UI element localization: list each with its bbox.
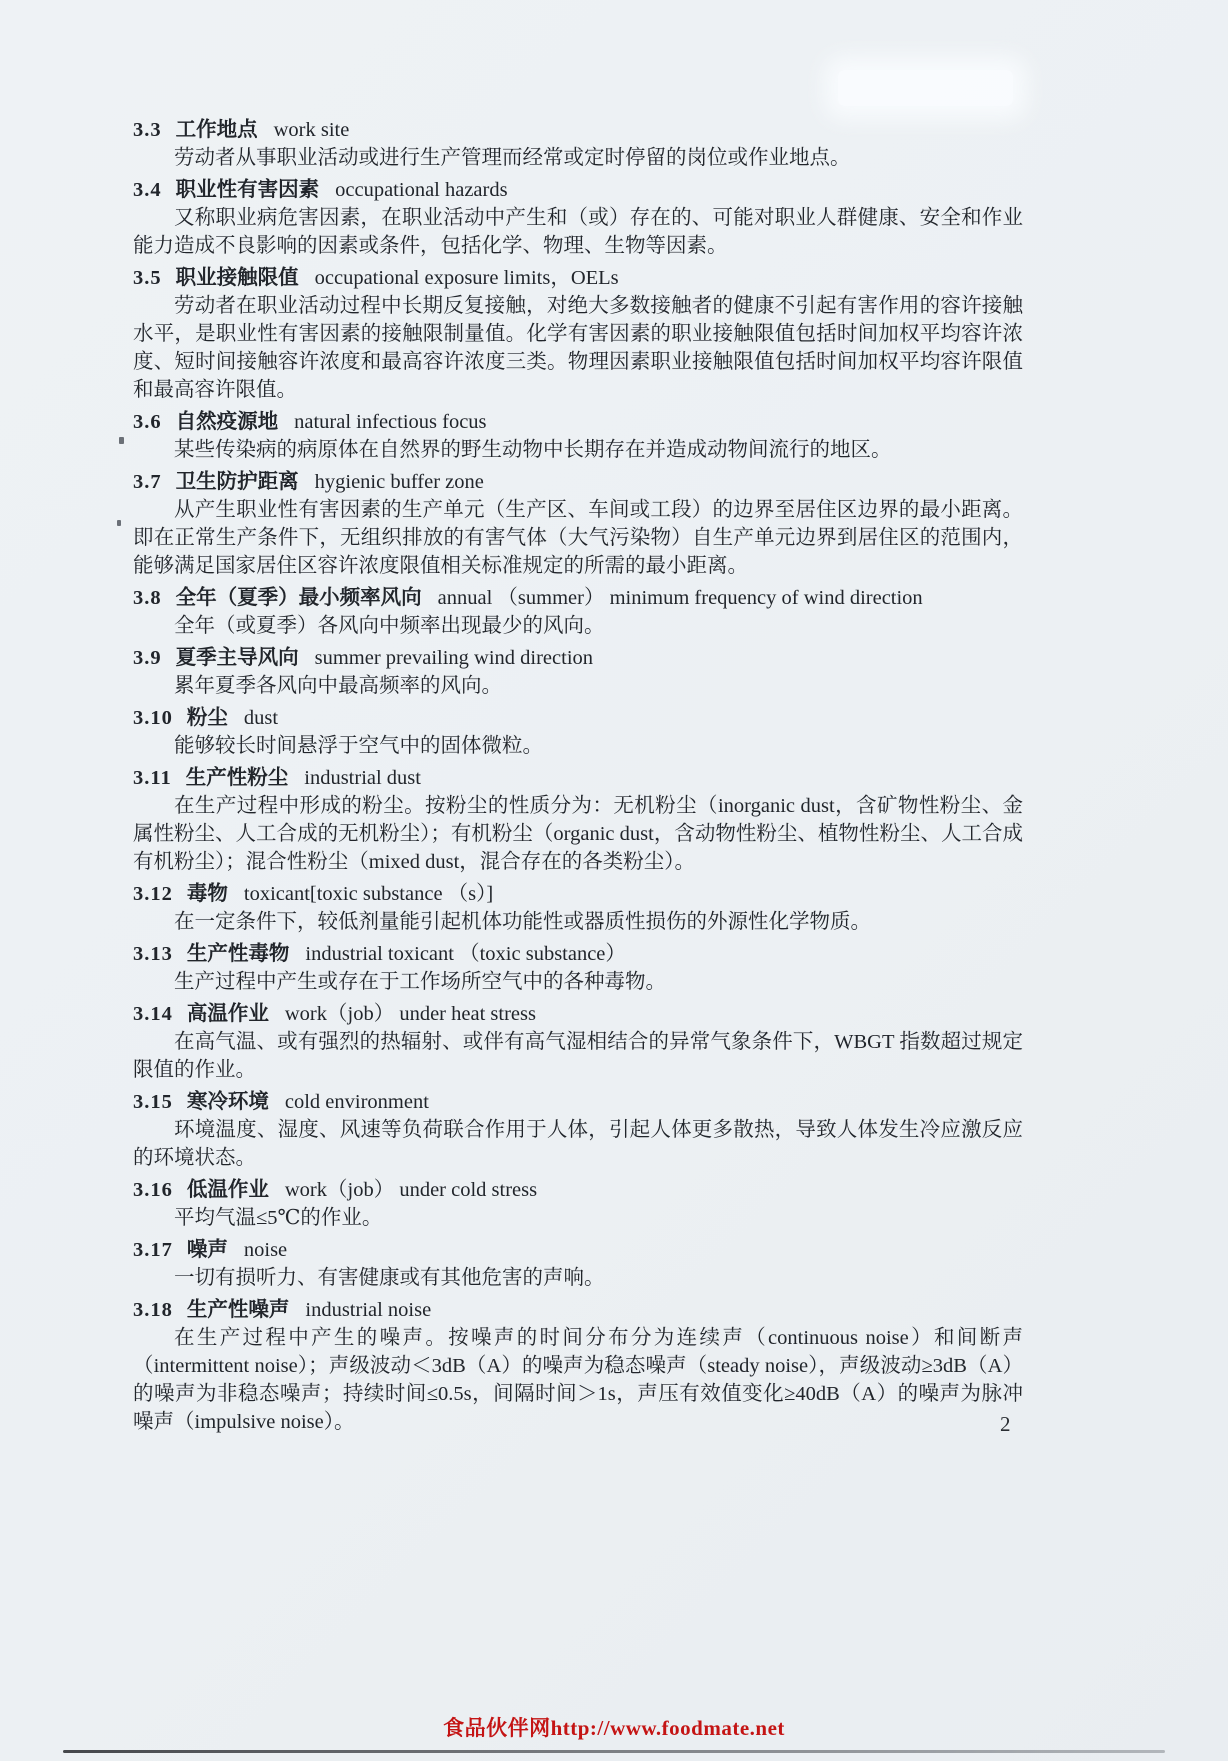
- term-english: annual （summer） minimum frequency of wind direction: [437, 587, 923, 609]
- term-definition: 能够较长时间悬浮于空气中的固体微粒。: [174, 735, 543, 757]
- term-number: 3.12: [133, 883, 173, 905]
- term-number: 3.3: [133, 119, 162, 141]
- term-english: hygienic buffer zone: [314, 471, 484, 493]
- term-section: [133, 703, 1023, 760]
- scan-speck: [117, 520, 121, 526]
- term-heading: [133, 1295, 1023, 1324]
- term-definition: 劳动者在职业活动过程中长期反复接触，对绝大多数接触者的健康不引起有害作用的容许接触水平，是职业性有害因素的接触限制量值。化学有害因素的职业接触限值包括时间加权平均容许浓度、短时间接触容许浓度和最高容许浓度三类。物理因素职业接触限值包括时间加权平均容许限值和最高容许限值。: [133, 295, 1023, 401]
- term-section: [133, 175, 1023, 260]
- term-chinese: 职业接触限值: [175, 265, 299, 289]
- term-english: industrial noise: [305, 1299, 432, 1321]
- term-chinese: 寒冷环境: [186, 1089, 269, 1113]
- term-english: work site: [273, 119, 350, 141]
- term-number: 3.16: [133, 1179, 173, 1201]
- scan-edge-line: [63, 1750, 1165, 1753]
- term-heading: [133, 879, 1023, 908]
- term-section: [133, 643, 1023, 700]
- term-definition: 环境温度、湿度、风速等负荷联合作用于人体，引起人体更多散热，导致人体发生冷应激反应的环境状态。: [133, 1119, 1023, 1169]
- term-definition: 劳动者从事职业活动或进行生产管理而经常或定时停留的岗位或作业地点。: [174, 147, 851, 169]
- term-section: [133, 583, 1023, 640]
- term-english: dust: [243, 707, 279, 729]
- term-chinese: 生产性毒物: [186, 941, 290, 965]
- term-chinese: 粉尘: [186, 705, 228, 729]
- term-definition: 生产过程中产生或存在于工作场所空气中的各种毒物。: [174, 971, 666, 993]
- term-definition: 在一定条件下，较低剂量能引起机体功能性或器质性损伤的外源性化学物质。: [174, 911, 871, 933]
- term-chinese: 自然疫源地: [175, 409, 279, 433]
- term-number: 3.11: [133, 767, 172, 789]
- scan-speck: [119, 437, 124, 444]
- term-section: [133, 999, 1023, 1084]
- term-number: 3.9: [133, 647, 162, 669]
- term-section: [133, 1087, 1023, 1172]
- term-section: [133, 115, 1023, 172]
- term-definition: 某些传染病的病原体在自然界的野生动物中长期存在并造成动物间流行的地区。: [174, 439, 892, 461]
- term-heading: [133, 643, 1023, 672]
- term-heading: [133, 583, 1023, 612]
- term-heading: [133, 467, 1023, 496]
- term-number: 3.14: [133, 1003, 173, 1025]
- term-english: industrial toxicant （toxic substance）: [305, 943, 626, 965]
- term-number: 3.7: [133, 471, 162, 493]
- term-chinese: 职业性有害因素: [175, 177, 320, 201]
- scan-glare-artifact: [838, 70, 1013, 106]
- term-definition: 一切有损听力、有害健康或有其他危害的声响。: [174, 1267, 605, 1289]
- term-chinese: 夏季主导风向: [175, 645, 299, 669]
- term-section: [133, 879, 1023, 936]
- term-number: 3.6: [133, 411, 162, 433]
- term-chinese: 高温作业: [186, 1001, 269, 1025]
- term-definition: 从产生职业性有害因素的生产单元（生产区、车间或工段）的边界至居住区边界的最小距离。即在正常生产条件下，无组织排放的有害气体（大气污染物）自生产单元边界到居住区的范围内，能够满足国家居住区容许浓度限值相关标准规定的所需的最小距离。: [133, 499, 1023, 577]
- term-section: [133, 263, 1023, 404]
- term-definition: 又称职业病危害因素，在职业活动中产生和（或）存在的、可能对职业人群健康、安全和作业能力造成不良影响的因素或条件，包括化学、物理、生物等因素。: [133, 207, 1023, 257]
- term-chinese: 工作地点: [175, 117, 258, 141]
- term-section: [133, 1295, 1023, 1436]
- term-english: noise: [243, 1239, 288, 1261]
- term-heading: [133, 175, 1023, 204]
- term-number: 3.17: [133, 1239, 173, 1261]
- term-definition: 全年（或夏季）各风向中频率出现最少的风向。: [174, 615, 605, 637]
- term-english: cold environment: [284, 1091, 429, 1113]
- term-heading: [133, 115, 1023, 144]
- term-english: occupational hazards: [335, 179, 508, 201]
- term-section: [133, 1175, 1023, 1232]
- term-english: work（job） under cold stress: [284, 1179, 538, 1201]
- term-definition: 在高气温、或有强烈的热辐射、或伴有高气湿相结合的异常气象条件下，WBGT 指数超过规定限值的作业。: [133, 1031, 1023, 1081]
- term-number: 3.10: [133, 707, 173, 729]
- term-english: industrial dust: [304, 767, 421, 789]
- term-definition: 在生产过程中产生的噪声。按噪声的时间分布分为连续声（continuous noise）和间断声（intermittent noise）；声级波动＜3dB（A）的噪声为稳态噪声（steady noise），声级波动≥3dB（A）的噪声为非稳态噪声；持续时间≤0.5s，间隔时间＞1s，声压有效值变化≥40dB（A）的噪声为脉冲噪声（impulsive noise）。: [133, 1327, 1023, 1433]
- term-definition: 累年夏季各风向中最高频率的风向。: [174, 675, 502, 697]
- term-section: [133, 763, 1023, 876]
- term-section: [133, 1235, 1023, 1292]
- term-heading: [133, 999, 1023, 1028]
- term-chinese: 低温作业: [186, 1177, 269, 1201]
- term-english: work（job） under heat stress: [284, 1003, 536, 1025]
- term-number: 3.13: [133, 943, 173, 965]
- term-chinese: 全年（夏季）最小频率风向: [175, 585, 422, 609]
- page-number: 2: [1000, 1412, 1011, 1436]
- term-heading: [133, 763, 1023, 792]
- term-english: summer prevailing wind direction: [314, 647, 594, 669]
- term-english: toxicant[toxic substance （s）]: [243, 883, 494, 905]
- term-definition: 在生产过程中形成的粉尘。按粉尘的性质分为：无机粉尘（inorganic dust，含矿物性粉尘、金属性粉尘、人工合成的无机粉尘）；有机粉尘（organic dust，含动物性粉尘、植物性粉尘、人工合成有机粉尘）；混合性粉尘（mixed dust，混合存在的各类粉尘）。: [133, 795, 1023, 873]
- term-section: [133, 407, 1023, 464]
- term-english: natural infectious focus: [294, 411, 487, 433]
- term-number: 3.5: [133, 267, 162, 289]
- term-heading: [133, 263, 1023, 292]
- term-section: [133, 467, 1023, 580]
- footer-watermark: 食品伙伴网http://www.foodmate.net: [443, 1716, 785, 1740]
- term-english: occupational exposure limits，OELs: [314, 267, 619, 289]
- term-number: 3.8: [133, 587, 162, 609]
- term-number: 3.15: [133, 1091, 173, 1113]
- term-chinese: 噪声: [186, 1237, 228, 1261]
- term-chinese: 卫生防护距离: [175, 469, 299, 493]
- term-heading: [133, 1175, 1023, 1204]
- terms-list: [133, 112, 1023, 1436]
- term-number: 3.4: [133, 179, 162, 201]
- term-chinese: 生产性粉尘: [185, 765, 289, 789]
- term-heading: [133, 1087, 1023, 1116]
- term-chinese: 生产性噪声: [186, 1297, 290, 1321]
- term-number: 3.18: [133, 1299, 173, 1321]
- term-heading: [133, 939, 1023, 968]
- term-definition: 平均气温≤5℃的作业。: [174, 1207, 383, 1229]
- term-section: [133, 939, 1023, 996]
- term-chinese: 毒物: [186, 881, 228, 905]
- term-heading: [133, 407, 1023, 436]
- term-heading: [133, 703, 1023, 732]
- term-heading: [133, 1235, 1023, 1264]
